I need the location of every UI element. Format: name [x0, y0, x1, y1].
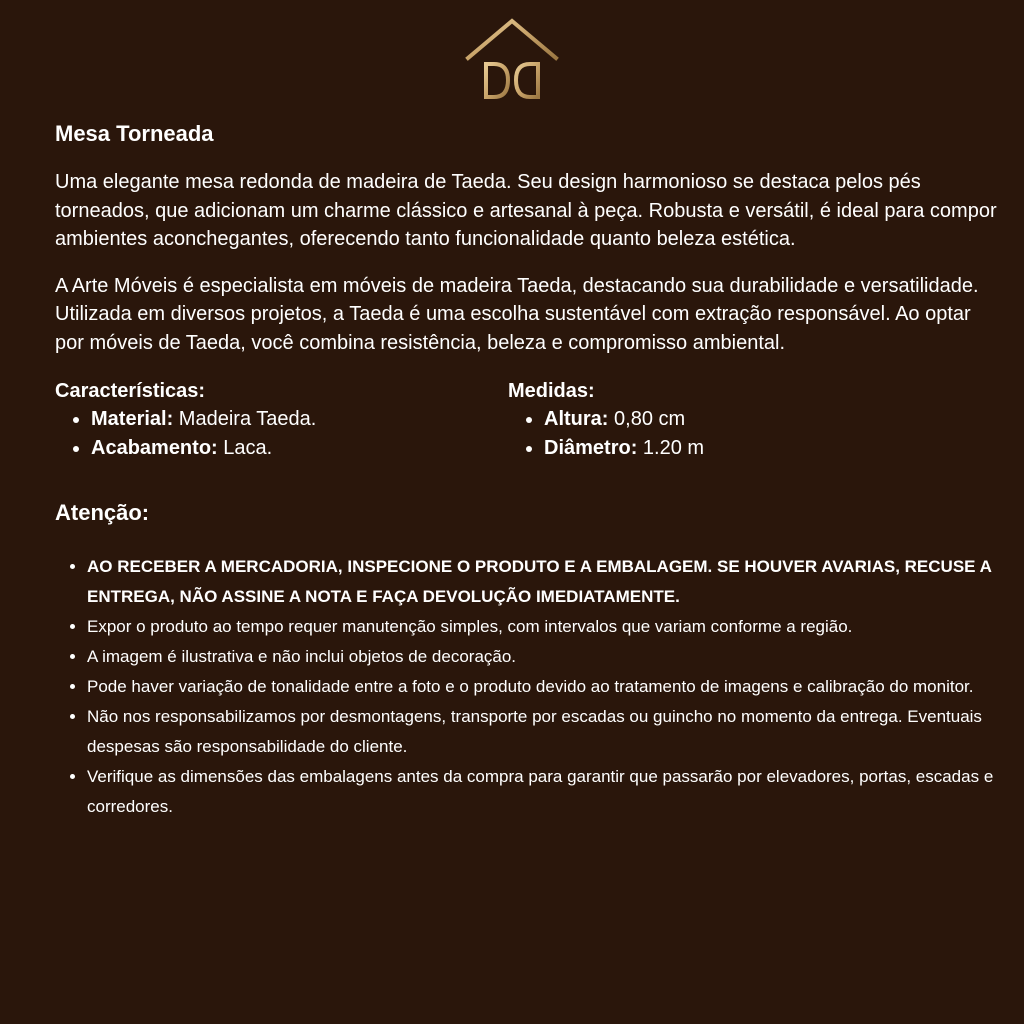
spec-label: Diâmetro: [544, 436, 638, 459]
list-item: • Verifique as dimensões das embalagens antes da compra para garantir que passarão por elevadores, portas, escadas e corredores. [87, 762, 1000, 822]
spec-value: 0,80 cm [608, 408, 686, 430]
description-paragraph: Uma elegante mesa redonda de madeira de Taeda. Seu design harmonioso se destaca pelos pés torneados, que adicionam um charme clássico e artesanal à peça. Robusta e versátil, é ideal para compor ambientes aconchegantes, oferecendo tanto funcionalidade quanto beleza estética. [55, 171, 997, 250]
medidas-column [508, 377, 961, 462]
spec-value: Laca. [217, 436, 273, 459]
medidas-heading: Medidas: [508, 380, 595, 402]
brand-paragraph: A Arte Móveis é especialista em móveis de madeira Taeda, destacando sua durabilidade e versatilidade. Utilizada em diversos projetos, a Taeda é uma escolha sustentável com extração responsável. Ao optar por móveis de Taeda, você combina resistência, beleza e compromisso ambiental. [55, 274, 979, 354]
product-content [55, 118, 1000, 822]
list-item: • Expor o produto ao tempo requer manutenção simples, com intervalos que variam conforme a região. [87, 612, 1000, 642]
spec-value: Madeira Taeda. [173, 408, 317, 430]
spec-label: Material: [91, 408, 174, 430]
list-item: • Pode haver variação de tonalidade entre a foto e o produto devido ao tratamento de imagens e calibração do monitor. [87, 672, 1000, 702]
spec-label: Acabamento: [91, 436, 218, 459]
specs-section [55, 377, 1000, 462]
list-item [544, 434, 961, 463]
list-item [91, 405, 508, 434]
list-item [544, 405, 961, 434]
atencao-heading: Atenção: [55, 500, 150, 525]
caracteristicas-list [55, 405, 508, 462]
list-item: • A imagem é ilustrativa e não inclui objetos de decoração. [87, 642, 1000, 672]
medidas-list [508, 405, 961, 462]
logo-svg [464, 18, 560, 102]
caracteristicas-heading: Características: [55, 380, 206, 402]
list-item: • Não nos responsabilizamos por desmontagens, transporte por escadas ou guincho no momento da entrega. Eventuais despesas são responsabilidade do cliente. [87, 702, 1000, 762]
list-item: • AO RECEBER A MERCADORIA, INSPECIONE O PRODUTO E A EMBALAGEM. SE HOUVER AVARIAS, RECUSE A ENTREGA, NÃO ASSINE A NOTA E FAÇA DEVOLUÇÃO IMEDIATAMENTE. [87, 552, 1000, 612]
product-title: Mesa Torneada [55, 121, 214, 146]
spec-label: Altura: [544, 408, 609, 430]
spec-value: 1.20 m [637, 436, 705, 459]
house-monogram-logo-icon [464, 18, 560, 102]
caracteristicas-column [55, 377, 508, 462]
list-item [91, 434, 508, 463]
atencao-list [55, 552, 1000, 822]
